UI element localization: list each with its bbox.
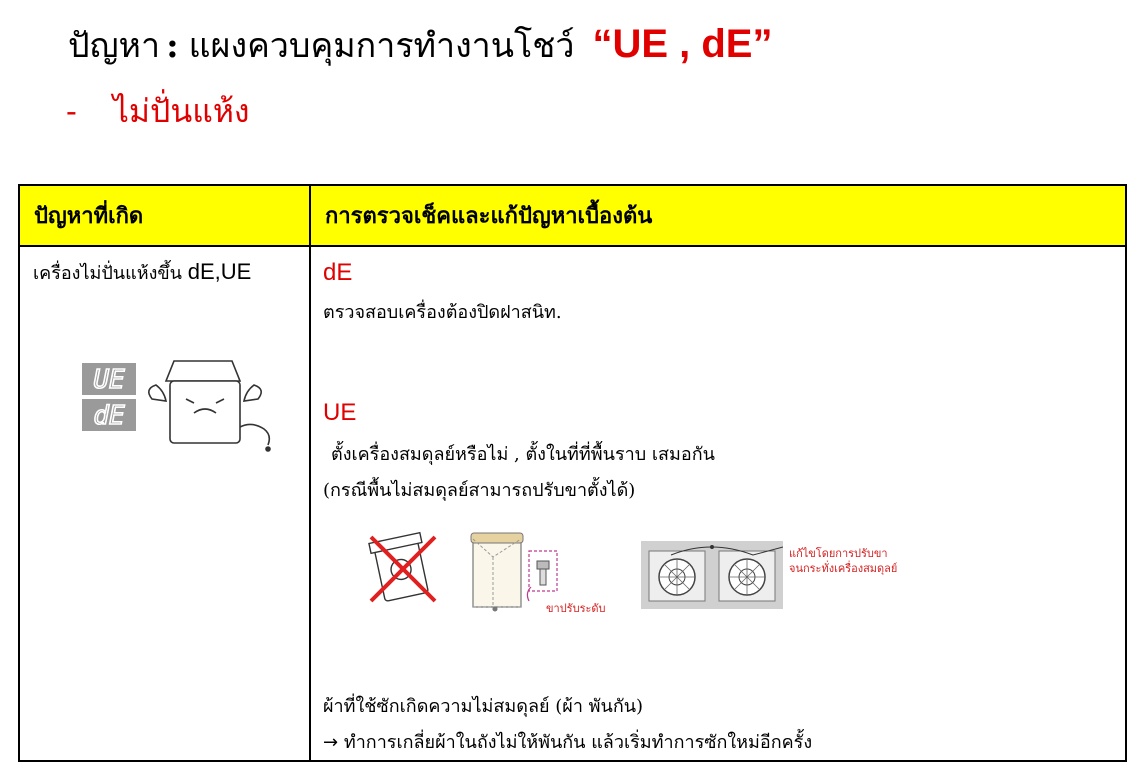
clothes-instruction-line2 [323,727,812,756]
symptom-label: เครื่องไม่ปั่นแห้งขึ้น [33,263,182,284]
display-code-de: dE [93,401,125,431]
title-prefix: ปัญหา [68,26,161,66]
unbalanced-washer-icon [363,529,443,609]
de-instruction: ตรวจสอบเครื่องต้องปิดฝาสนิท. [323,302,562,323]
subtitle-dash: - [66,92,77,130]
display-code-ue: UE [93,365,125,395]
drum-left [649,551,705,601]
title-colon: : [166,26,179,66]
header-problem: ปัญหาที่เกิด [19,185,310,246]
leveling-leg-label: ขาปรับระดับ [546,603,606,615]
page-title [68,18,772,72]
clothes-instruction-text: ทำการเกลี่ยผ้าในถังไม่ให้พันกัน แล้วเริ่มทำการซักใหม่อีกครั้ง [343,732,813,753]
fix-note [789,547,897,577]
page-subtitle [66,86,250,137]
fix-note-line2: จนกระทั่งเครื่องสมดุลย์ [789,563,898,575]
title-error-codes: “UE , dE” [592,22,773,66]
drum-right [719,551,775,601]
display-panel-icon [82,363,136,431]
ue-instruction-line1: ตั้งเครื่องสมดุลย์หรือไม่ , ตั้งในที่ที่พื้นราบ เสมอกัน [331,444,715,465]
clothes-instruction-line1: ผ้าที่ใช้ซักเกิดความไม่สมดุลย์ (ผ้า พันกัน) [323,696,644,717]
subtitle-text: ไม่ปั่นแห้ง [112,92,250,130]
table-row [19,246,1126,761]
ue-code-heading: UE [323,399,357,426]
symptom-text [21,248,308,297]
washer-error-illustration [82,355,282,465]
ue-instruction-line2: (กรณีพื้นไม่สมดุลย์สามารถปรับขาตั้งได้) [323,480,636,501]
arrow-right-icon: → [323,732,339,753]
table-header-row [19,185,1126,246]
solution-cell [310,246,1126,761]
drum-leveling-photo [641,541,783,609]
title-text: แผงควบคุมการทำงานโชว์ [188,26,575,66]
symptom-codes: dE,UE [187,259,252,284]
problem-cell [19,246,310,761]
troubleshooting-table [18,184,1127,762]
de-code-heading: dE [323,259,353,286]
fix-note-line1: แก้ไขโดยการปรับขา [789,548,888,560]
header-solution: การตรวจเช็คและแก้ปัญหาเบื้องต้น [310,185,1126,246]
crying-washer-icon [149,361,270,451]
